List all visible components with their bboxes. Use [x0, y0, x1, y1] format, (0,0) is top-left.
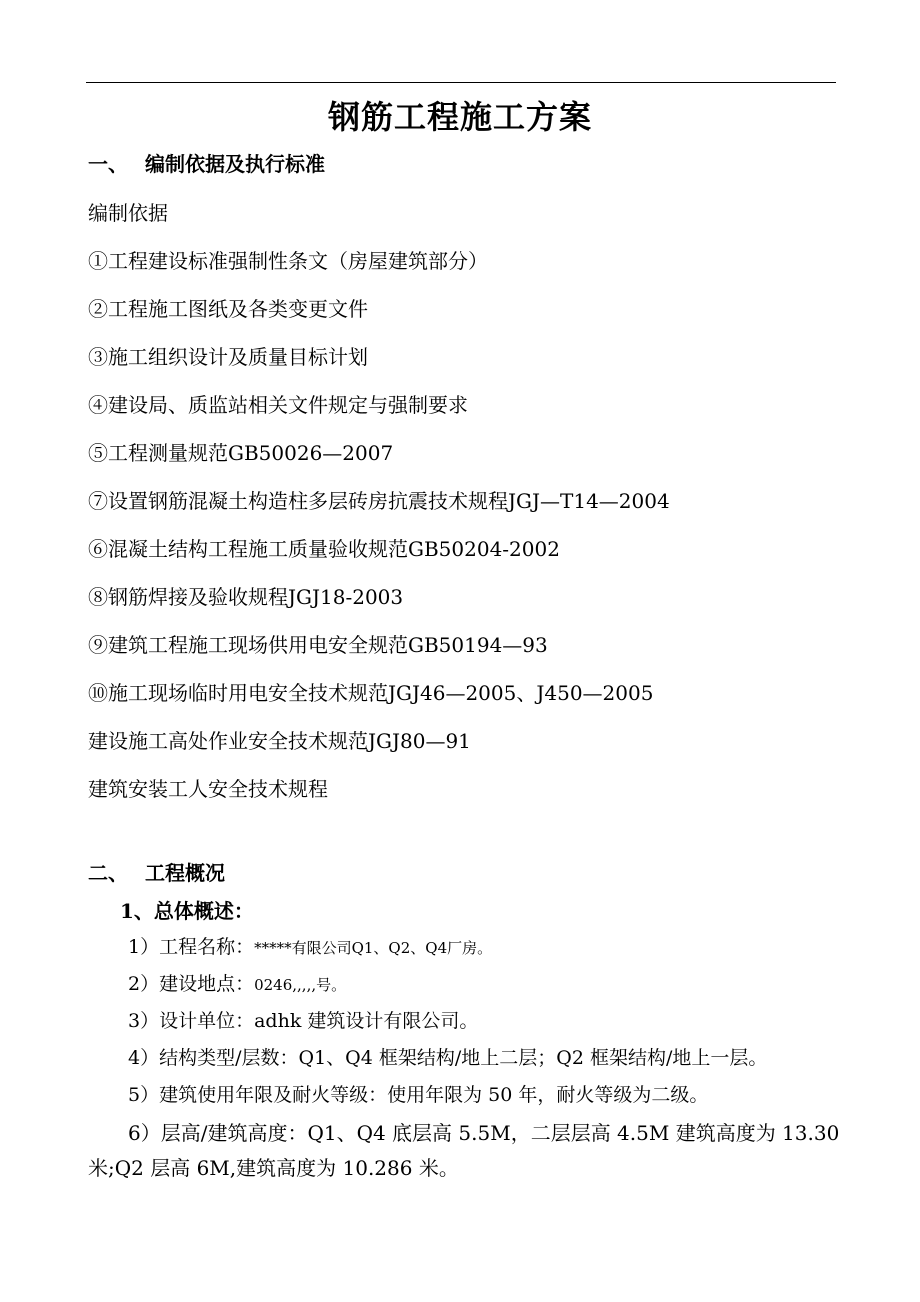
basis-item: ⑦设置钢筋混凝土构造柱多层砖房抗震技术规程JGJ—T14—2004	[88, 489, 670, 513]
overview-item-service-life: 5）建筑使用年限及耐火等级：使用年限为 50 年，耐火等级为二级。	[128, 1084, 709, 1106]
overview-item-height-line2: 米;Q2 层高 6M,建筑高度为 10.286 米。	[88, 1156, 459, 1180]
basis-item: ②工程施工图纸及各类变更文件	[88, 297, 368, 321]
basis-item: 建设施工高处作业安全技术规范JGJ80—91	[88, 729, 471, 753]
basis-intro: 编制依据	[88, 201, 168, 225]
section-1-number: 一、	[88, 152, 128, 176]
basis-item: ④建设局、质监站相关文件规定与强制要求	[88, 393, 468, 417]
basis-item: ⑥混凝土结构工程施工质量验收规范GB50204-2002	[88, 537, 560, 561]
basis-item: 建筑安装工人安全技术规程	[88, 777, 328, 801]
document-title: 钢筋工程施工方案	[327, 98, 592, 136]
overview-item-project-name	[128, 932, 492, 959]
basis-item: ⑧钢筋焊接及验收规程JGJ18-2003	[88, 585, 404, 609]
header-rule	[86, 82, 836, 83]
section-2-number: 二、	[88, 861, 128, 885]
project-name-value: *****有限公司Q1、Q2、Q4厂房。	[254, 939, 493, 957]
overview-item-design-unit: 3）设计单位：adhk 建筑设计有限公司。	[128, 1010, 479, 1032]
section-2-title: 工程概况	[145, 861, 225, 885]
overview-item-location	[128, 969, 346, 996]
location-label: 2）建设地点：	[128, 973, 255, 995]
basis-item: ⑩施工现场临时用电安全技术规范JGJ46—2005、J450—2005	[88, 681, 654, 705]
overview-item-structure: 4）结构类型/层数：Q1、Q4 框架结构/地上二层；Q2 框架结构/地上一层。	[128, 1047, 768, 1069]
overview-item-height-line1: 6）层高/建筑高度：Q1、Q4 底层高 5.5M，二层层高 4.5M 建筑高度为 13.30	[128, 1121, 840, 1145]
basis-item: ⑨建筑工程施工现场供用电安全规范GB50194—93	[88, 633, 548, 657]
basis-item: ⑤工程测量规范GB50026—2007	[88, 441, 394, 465]
project-name-label: 1）工程名称：	[128, 936, 255, 958]
basis-item: ③施工组织设计及质量目标计划	[88, 345, 368, 369]
overview-subheading: 1、总体概述：	[120, 899, 254, 923]
section-1-title: 编制依据及执行标准	[145, 152, 325, 176]
location-value: 0246,,,,,号。	[254, 976, 347, 994]
basis-item: ①工程建设标准强制性条文（房屋建筑部分）	[88, 249, 488, 273]
